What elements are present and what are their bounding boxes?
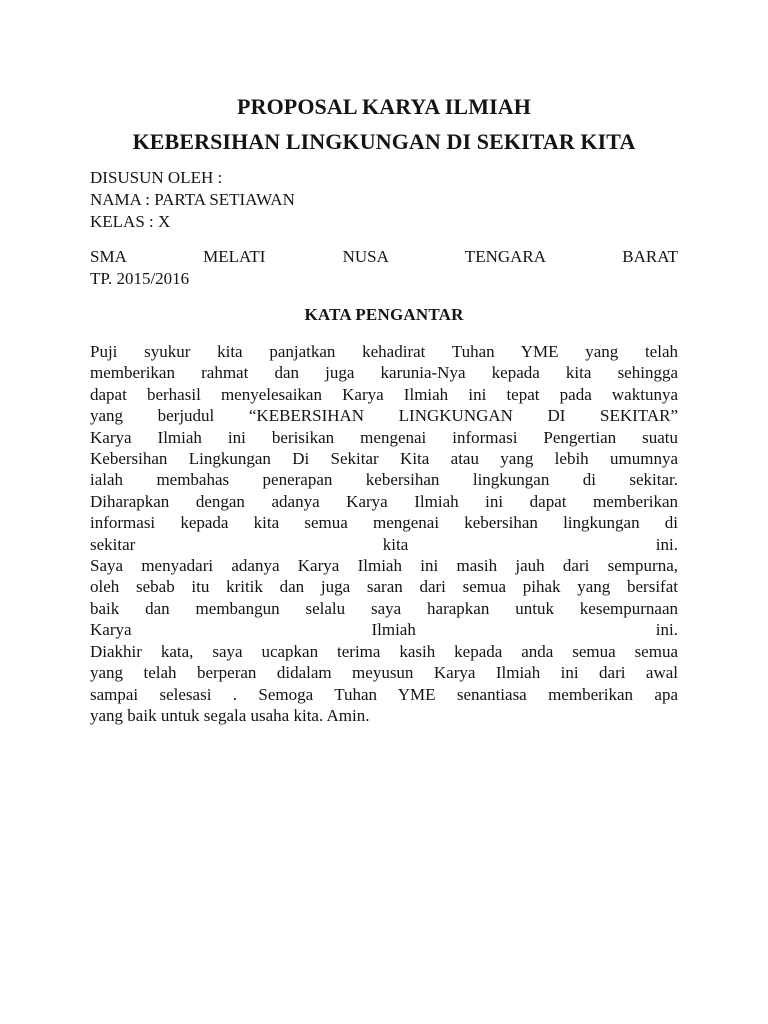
body-line: sampai selesasi . Semoga Tuhan YME senantiasa memberikan apa bbox=[90, 684, 678, 704]
body-line: Diakhir kata, saya ucapkan terima kasih kepada anda semua semua bbox=[90, 641, 678, 661]
body-line: Karya Ilmiah ini. bbox=[90, 620, 678, 640]
body-line: Diharapkan dengan adanya Karya Ilmiah ini dapat memberikan bbox=[90, 491, 678, 511]
author-name: NAMA : PARTA SETIAWAN bbox=[90, 190, 295, 209]
body-line: Puji syukur kita panjatkan kehadirat Tuhan YME yang telah bbox=[90, 342, 678, 361]
section-heading: KATA PENGANTAR bbox=[304, 305, 464, 324]
body-line: yang baik untuk segala usaha kita. Amin. bbox=[90, 705, 370, 725]
body-line: ialah membahas penerapan kebersihan lingkungan di sekitar. bbox=[90, 470, 678, 490]
document-page bbox=[90, 90, 678, 726]
body-line: sekitar kita ini. bbox=[90, 534, 678, 554]
body-line: dapat berhasil menyelesaikan Karya Ilmiah ini tepat pada waktunya bbox=[90, 384, 678, 404]
document-title: PROPOSAL KARYA ILMIAH bbox=[237, 94, 531, 119]
author-block bbox=[90, 167, 678, 233]
school-year: TP. 2015/2016 bbox=[90, 269, 190, 288]
body-line: memberikan rahmat dan juga karunia-Nya kepada kita sehingga bbox=[90, 363, 678, 383]
body-line: Saya menyadari adanya Karya Ilmiah ini masih jauh dari sempurna, bbox=[90, 556, 678, 576]
compiled-by-label: DISUSUN OLEH : bbox=[90, 168, 223, 187]
body-paragraph bbox=[90, 341, 678, 726]
body-line: oleh sebab itu kritik dan juga saran dari semua pihak yang bersifat bbox=[90, 577, 678, 597]
body-line: yang berjudul “KEBERSIHAN LINGKUNGAN DI SEKITAR” bbox=[90, 406, 678, 426]
body-line: baik dan membangun selalu saya harapkan untuk kesempurnaan bbox=[90, 598, 678, 618]
body-line: informasi kepada kita semua mengenai kebersihan lingkungan di bbox=[90, 513, 678, 533]
document-subtitle: KEBERSIHAN LINGKUNGAN DI SEKITAR KITA bbox=[132, 129, 636, 154]
school-name: SMA MELATI NUSA TENGARA BARAT bbox=[90, 247, 678, 266]
body-line: Karya Ilmiah ini berisikan mengenai informasi Pengertian suatu bbox=[90, 427, 678, 447]
author-class: KELAS : X bbox=[90, 212, 171, 231]
school-block bbox=[90, 246, 678, 290]
body-line: yang telah berperan didalam meyusun Karya Ilmiah ini dari awal bbox=[90, 663, 678, 683]
body-line: Kebersihan Lingkungan Di Sekitar Kita atau yang lebih umumnya bbox=[90, 449, 678, 469]
